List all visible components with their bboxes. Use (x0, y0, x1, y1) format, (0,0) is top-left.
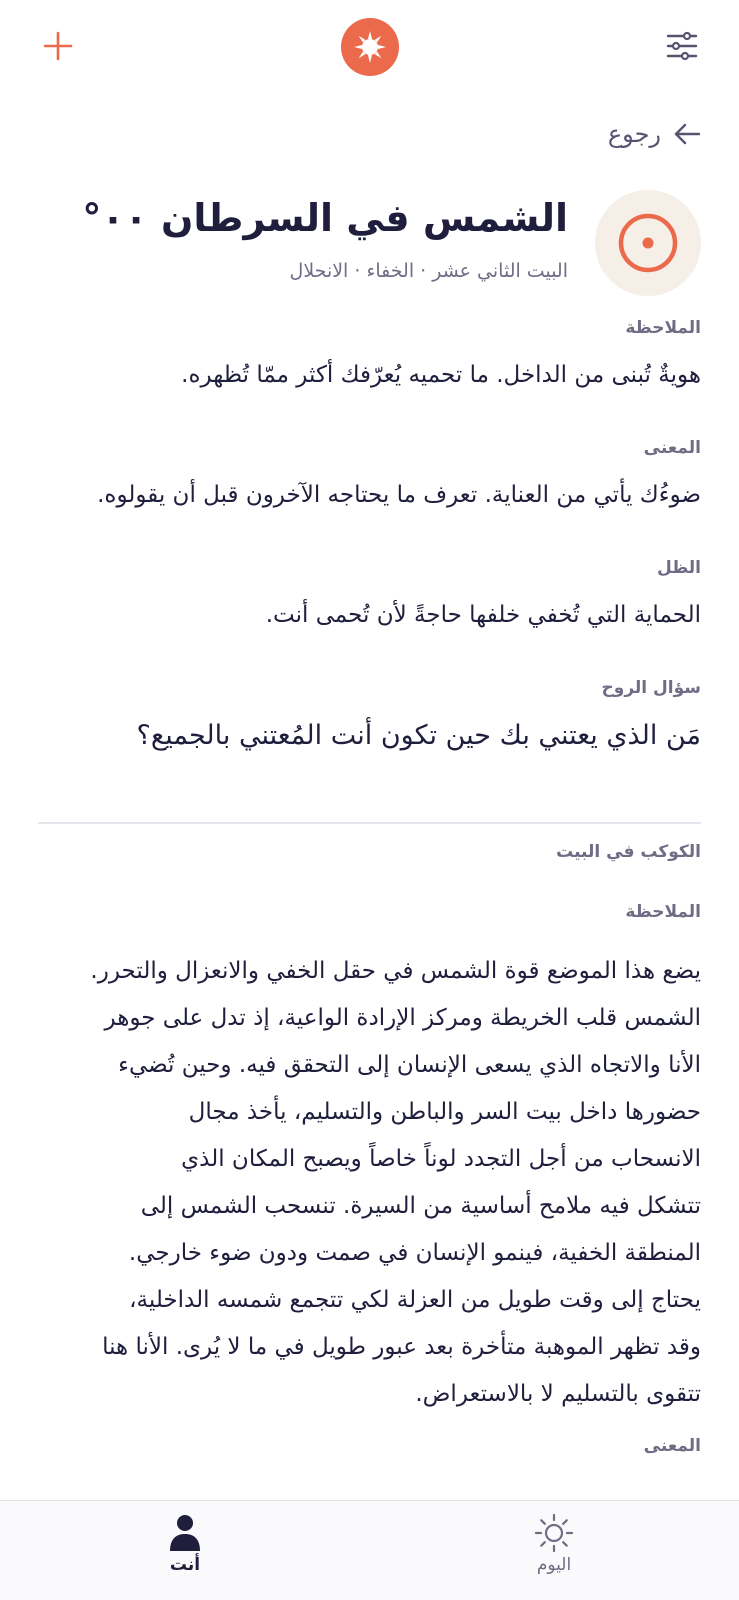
sun-symbol-icon (617, 212, 679, 274)
planet-in-house-observation-label: الملاحظة (625, 902, 701, 922)
soul-question-text: مَن الذي يعتني بك حين تكون أنت المُعتني بالجميع؟ (136, 720, 701, 751)
paragraph-line: يضع هذا الموضع قوة الشمس في حقل الخفي والانعزال والتحرر. (90, 958, 701, 984)
planet-in-house-meaning-label: المعنى (643, 1436, 701, 1456)
back-label: رجوع (607, 120, 661, 148)
observation-text: هويةٌ تُبنى من الداخل. ما تحميه يُعرّفك أكثر ممّا تُظهره. (181, 362, 701, 388)
paragraph-line: وقد تظهر الموهبة متأخرة بعد عبور طويل في ما لا يُرى. الأنا هنا (102, 1334, 701, 1360)
meaning-text: ضوءُك يأتي من العناية. تعرف ما يحتاجه الآخرون قبل أن يقولوه. (97, 482, 701, 508)
plus-icon (43, 31, 73, 61)
planet-symbol (595, 190, 701, 296)
paragraph-line: الأنا والاتجاه الذي يسعى الإنسان إلى التحقق فيه. وحين تُضيء (118, 1052, 701, 1078)
paragraph-line: تتقوى بالتسليم لا بالاستعراض. (415, 1381, 701, 1407)
add-button[interactable] (36, 24, 80, 68)
page-subtitle: البيت الثاني عشر · الخفاء · الانحلال (289, 260, 568, 282)
sliders-icon (666, 31, 698, 61)
planet-in-house-label: الكوكب في البيت (556, 842, 701, 862)
paragraph-line: يحتاج إلى وقت طويل من العزلة لكي تتجمع شمسه الداخلية، (129, 1287, 701, 1313)
soul-question-label: سؤال الروح (601, 678, 701, 698)
top-bar (0, 0, 739, 100)
sun-icon (532, 1513, 576, 1553)
nav-tab-you[interactable] (125, 1513, 245, 1575)
paragraph-line: تتشكل فيه ملامح أساسية من السيرة. تنسحب الشمس إلى (140, 1193, 701, 1219)
meaning-label: المعنى (643, 438, 701, 458)
paragraph-line: حضورها داخل بيت السر والباطن والتسليم، يأخذ مجال (188, 1099, 701, 1125)
paragraph-line: الانسحاب من أجل التجدد لوناً خاصاً ويصبح المكان الذي (181, 1146, 701, 1172)
nav-you-label: أنت (169, 1555, 201, 1575)
person-icon (168, 1513, 202, 1553)
planet-in-house-observation-text (38, 948, 701, 1418)
shadow-text: الحماية التي تُخفي خلفها حاجةً لأن تُحمى أنت. (265, 602, 701, 628)
section-divider (38, 822, 701, 824)
bottom-nav (0, 1500, 739, 1600)
sun-badge-icon (353, 30, 387, 64)
arrow-left-icon (673, 122, 701, 146)
nav-today-label: اليوم (536, 1555, 572, 1575)
back-button[interactable] (608, 120, 701, 148)
shadow-label: الظل (657, 558, 701, 578)
observation-label: الملاحظة (625, 318, 701, 338)
nav-tab-today[interactable] (494, 1513, 614, 1575)
paragraph-line: المنطقة الخفية، فينمو الإنسان في صمت ودون ضوء خارجي. (128, 1240, 701, 1266)
paragraph-line: الشمس قلب الخريطة ومركز الإرادة الواعية، إذ تدل على جوهر (104, 1005, 701, 1031)
app-logo[interactable] (341, 18, 399, 76)
content-scroll[interactable] (0, 100, 739, 1500)
page-title: الشمس في السرطان ٠٠° (82, 196, 568, 240)
filter-button[interactable] (660, 24, 704, 68)
